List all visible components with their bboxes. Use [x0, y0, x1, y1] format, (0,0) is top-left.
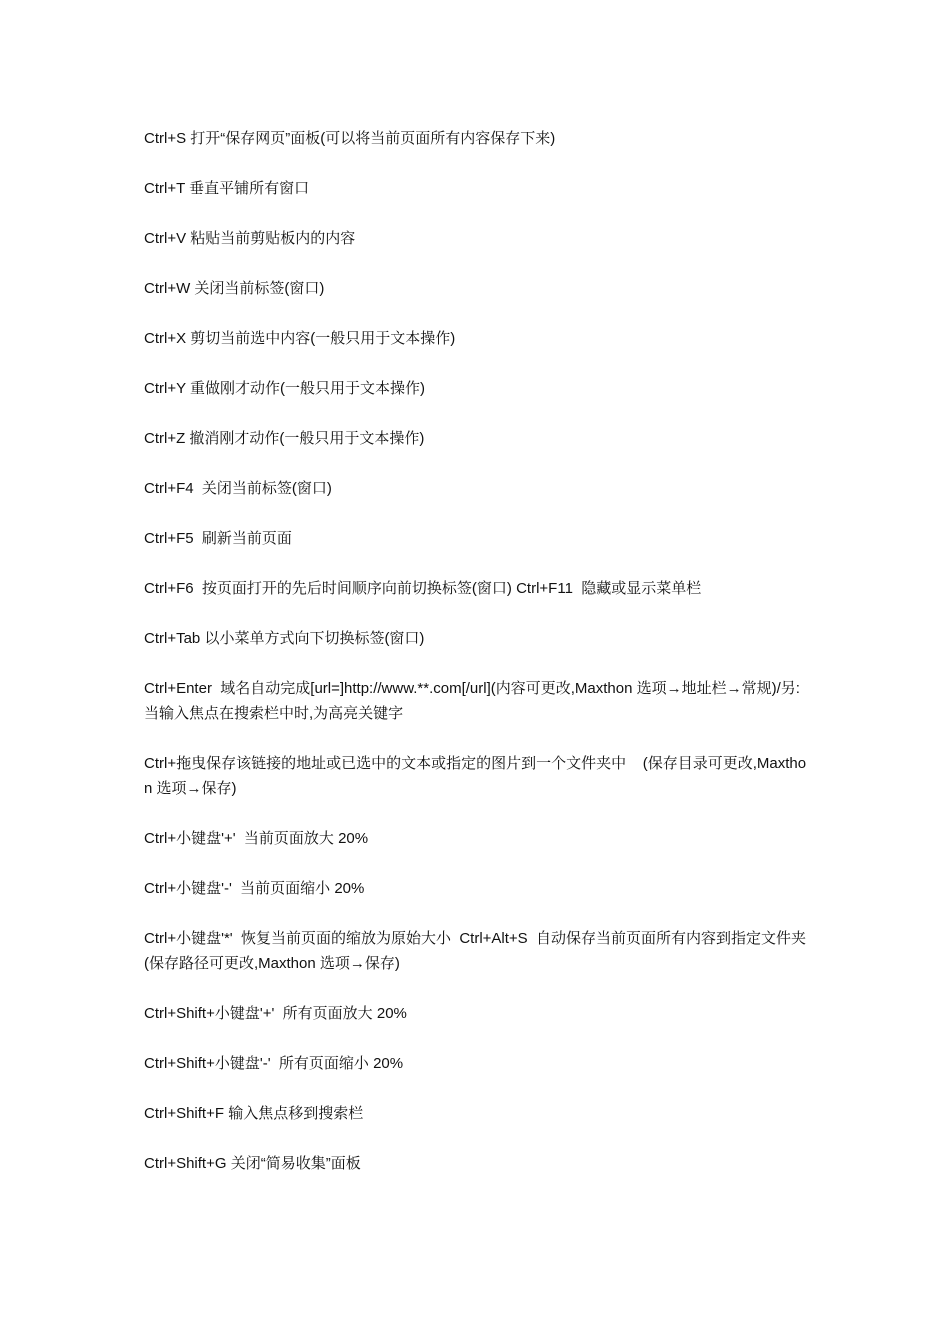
document-body	[144, 126, 810, 1201]
paragraph: Ctrl+X 剪切当前选中内容(一般只用于文本操作)	[144, 330, 456, 347]
paragraph: Ctrl+V 粘贴当前剪贴板内的内容	[144, 230, 356, 247]
paragraph: Ctrl+S 打开“保存网页”面板(可以将当前页面所有内容保存下来)	[144, 130, 556, 147]
paragraph: Ctrl+Tab 以小菜单方式向下切换标签(窗口)	[144, 630, 425, 647]
paragraph: Ctrl+Shift+小键盘'+' 所有页面放大 20%	[144, 1005, 407, 1022]
paragraph: Ctrl+Shift+G 关闭“简易收集”面板	[144, 1155, 361, 1172]
paragraph: Ctrl+Enter 域名自动完成[url=]http://www.**.com[/url](内容可更改,Maxthon 选项→地址栏→常规)/另:当输入焦点在搜索栏中时,为高亮关键字	[144, 680, 800, 722]
paragraph: Ctrl+Z 撤消刚才动作(一般只用于文本操作)	[144, 430, 425, 447]
paragraph: Ctrl+W 关闭当前标签(窗口)	[144, 280, 325, 297]
paragraph: Ctrl+Shift+F 输入焦点移到搜索栏	[144, 1105, 364, 1122]
paragraph: Ctrl+T 垂直平铺所有窗口	[144, 180, 310, 197]
paragraph: Ctrl+小键盘'-' 当前页面缩小 20%	[144, 880, 365, 897]
paragraph: Ctrl+Shift+小键盘'-' 所有页面缩小 20%	[144, 1055, 404, 1072]
paragraph: Ctrl+Y 重做刚才动作(一般只用于文本操作)	[144, 380, 425, 397]
paragraph: Ctrl+拖曳保存该链接的地址或已选中的文本或指定的图片到一个文件夹中 (保存目录可更改,Maxthon 选项→保存)	[144, 755, 807, 797]
paragraph: Ctrl+F5 刷新当前页面	[144, 530, 292, 547]
paragraph: Ctrl+F6 按页面打开的先后时间顺序向前切换标签(窗口) Ctrl+F11 隐藏或显示菜单栏	[144, 580, 702, 597]
paragraph: Ctrl+F4 关闭当前标签(窗口)	[144, 480, 332, 497]
paragraph: Ctrl+小键盘'+' 当前页面放大 20%	[144, 830, 369, 847]
paragraph: Ctrl+小键盘'*' 恢复当前页面的缩放为原始大小 Ctrl+Alt+S 自动保存当前页面所有内容到指定文件夹(保存路径可更改,Maxthon 选项→保存)	[144, 930, 807, 972]
